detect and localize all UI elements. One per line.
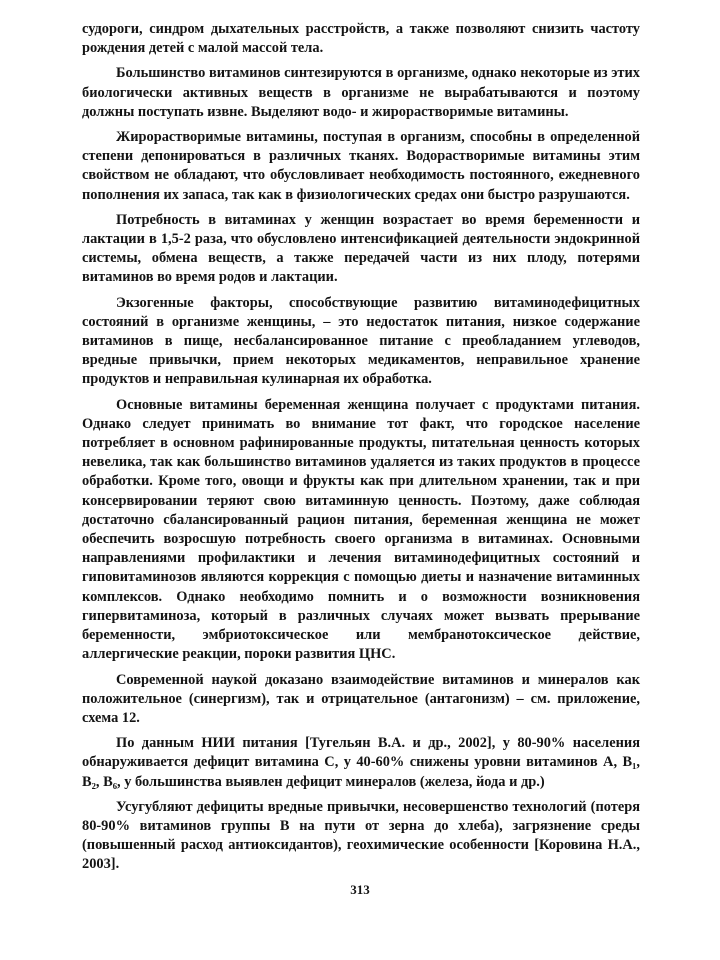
paragraph-research-data: По данным НИИ питания [Тугельян В.А. и др., 2002], у 80-90% населения обнаруживается дефицит витамина С, у 40-60% снижены уровни витаминов А, В₁, В₂, В₆, у большинства выявлен дефицит минералов (железа, йода и др.) [82, 735, 640, 790]
paragraph-fat-soluble: Жирорастворимые витамины, поступая в организм, способны в определенной степени депонироваться в различных тканях. Водорастворимые витамины этим свойством не обладают, что обусловливает необходимость постоянного, ежедневного пополнения их запаса, так как в физиологических средах они быстро разрушаются. [82, 129, 640, 203]
page-number: 313 [350, 882, 370, 897]
paragraph-exogenous-factors: Экзогенные факторы, способствующие развитию витаминодефицитных состояний в организме женщины, – это недостаток питания, низкое содержание витаминов в пище, несбалансированное питание с преобладанием углеводов, вредные привычки, прием некоторых медикаментов, неправильное хранение продуктов и неправильная кулинарная их обработка. [82, 294, 640, 388]
paragraph-interaction: Современной наукой доказано взаимодействие витаминов и минералов как положительное (синергизм), так и отрицательное (антагонизм) – см. приложение, схема 12. [82, 671, 640, 726]
paragraph-main-vitamins: Основные витамины беременная женщина получает с продуктами питания. Однако следует принимать во внимание тот факт, что городское население потребляет в основном рафинированные продукты, питательная ценность которых невелика, так как большинство витаминов удаляется из таких продуктов в процессе обработки. Кроме того, овощи и фрукты как при длительном хранении, так и при консервировании теряют свою витаминную ценность. Поэтому, даже соблюдая достаточно сбалансированный рацион питания, беременная женщина не может обеспечить возросшую потребность своего организма в витаминах. Основными направлениями профилактики и лечения витаминодефицитных состояний и гиповитаминозов являются коррекция с помощью диеты и назначение витаминных комплексов. Однако необходимо помнить и о возможности возникновения гипервитаминоза, который в различных случаях может вызвать прерывание беременности, эмбриотоксическое или мембранотоксическое действие, аллергические реакции, пороки развития ЦНС. [82, 396, 640, 663]
paragraph-aggravating-factors: Усугубляют дефициты вредные привычки, несовершенство технологий (потеря 80-90% витаминов группы В на пути от зерна до хлеба), загрязнение среды (повышенный расход антиоксидантов), геохимические особенности [Коровина Н.А., 2003]. [82, 798, 640, 873]
paragraph-continuation: судороги, синдром дыхательных расстройств, а также позволяют снизить частоту рождения детей с малой массой тела. [82, 21, 640, 57]
page-body [82, 20, 640, 875]
paragraph-vitamin-synthesis: Большинство витаминов синтезируются в организме, однако некоторые из этих биологически активных веществ в организме не вырабатываются и поэтому должны поступать извне. Выделяют водо- и жирорастворимые витамины. [82, 65, 640, 120]
paragraph-pregnancy-need: Потребность в витаминах у женщин возрастает во время беременности и лактации в 1,5-2 раза, что обусловлено интенсификацией деятельности эндокринной системы, обмена веществ, а также передачей части из них плоду, потерями витаминов во время родов и лактации. [82, 211, 640, 286]
